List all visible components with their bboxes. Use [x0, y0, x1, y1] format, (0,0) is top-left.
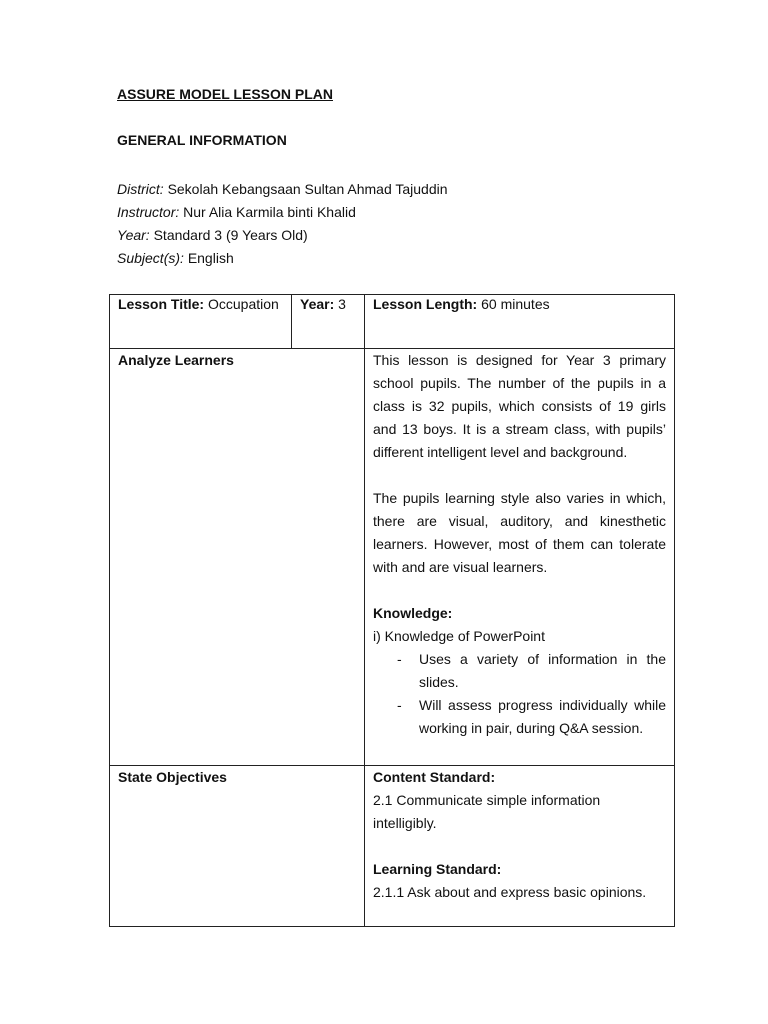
district-label: District:: [117, 181, 164, 197]
learning-standard-heading: Learning Standard:: [373, 861, 502, 877]
lesson-length-label: Lesson Length:: [373, 296, 478, 312]
subject-value: English: [187, 250, 234, 266]
subject-label: Subject(s):: [117, 250, 184, 266]
analyze-learners-content: [365, 349, 675, 766]
year-value: Standard 3 (9 Years Old): [153, 227, 308, 243]
state-objectives-label-cell: [110, 766, 365, 927]
dash-marker: -: [397, 651, 402, 667]
table-header-row: [110, 295, 675, 349]
instructor-value: Nur Alia Karmila binti Khalid: [183, 204, 356, 220]
general-info: [117, 178, 448, 270]
district-line: [117, 178, 448, 201]
bullet-text: Uses a variety of information in the slides.: [419, 651, 666, 690]
lesson-title-value: Occupation: [207, 296, 279, 312]
learning-standard-text: 2.1.1 Ask about and express basic opinions.: [373, 884, 647, 900]
knowledge-item: i) Knowledge of PowerPoint: [373, 628, 545, 644]
state-objectives-content: [365, 766, 675, 927]
analyze-paragraph-1: This lesson is designed for Year 3 primary school pupils. The number of the pupils in a class is 32 pupils, which consists of 19 girls and 13 boys. It is a stream class, with pupils’ different intelligent level and background.: [373, 352, 666, 460]
lesson-title-label: Lesson Title:: [118, 296, 205, 312]
analyze-learners-label: Analyze Learners: [118, 352, 234, 368]
year-cell: [292, 295, 365, 349]
lesson-title-cell: [110, 295, 292, 349]
instructor-label: Instructor:: [117, 204, 180, 220]
state-objectives-row: [110, 766, 675, 927]
analyze-learners-row: [110, 349, 675, 766]
lesson-plan-table: [109, 294, 675, 927]
year-label: Year:: [117, 227, 150, 243]
knowledge-heading: Knowledge:: [373, 605, 453, 621]
lesson-length-value: 60 minutes: [481, 296, 550, 312]
state-objectives-label: State Objectives: [118, 769, 227, 785]
table-year-value: 3: [338, 296, 346, 312]
bullet-item: [373, 648, 666, 694]
instructor-line: [117, 201, 448, 224]
content-standard-text: 2.1 Communicate simple information intelligibly.: [373, 792, 601, 831]
lesson-length-cell: [365, 295, 675, 349]
year-line: [117, 224, 448, 247]
content-standard-heading: Content Standard:: [373, 769, 496, 785]
table-year-label: Year:: [300, 296, 335, 312]
bullet-text: Will assess progress individually while working in pair, during Q&A session.: [419, 697, 666, 736]
bullet-item: [373, 694, 666, 740]
analyze-learners-label-cell: [110, 349, 365, 766]
subject-line: [117, 247, 448, 270]
section-heading: GENERAL INFORMATION: [117, 132, 287, 148]
analyze-paragraph-2: The pupils learning style also varies in which, there are visual, auditory, and kinesthetic learners. However, most of them can tolerate with and are visual learners.: [373, 490, 666, 575]
document-title: ASSURE MODEL LESSON PLAN: [117, 86, 333, 102]
dash-marker: -: [397, 697, 402, 713]
district-value: Sekolah Kebangsaan Sultan Ahmad Tajuddin: [167, 181, 448, 197]
